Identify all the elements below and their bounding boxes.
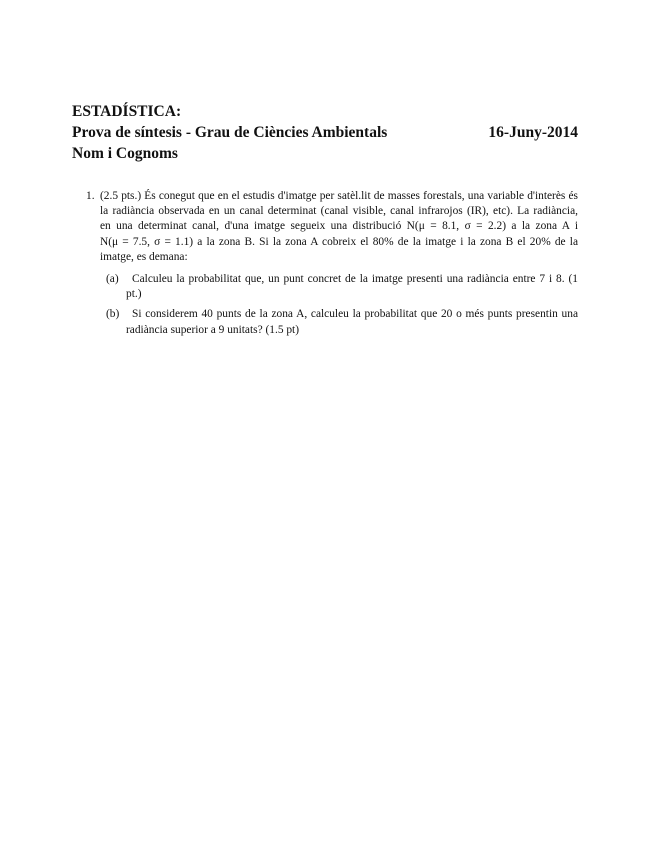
part-b-line: Si considerem 40 punts de la zona A, calculeu la probabilitat que 20 o més punts presentin una: [132, 308, 578, 321]
exam-title: Prova de síntesis - Grau de Ciències Ambientals: [72, 124, 388, 141]
part-a-line: pt.): [126, 288, 142, 301]
part-b-label: (b): [106, 308, 120, 321]
problem-line: [86, 204, 578, 219]
exam-date: 16-Juny-2014: [488, 124, 578, 141]
problem-line: [86, 235, 578, 250]
part-b: [86, 307, 578, 322]
problem-line: [86, 219, 578, 234]
header-title-row: [72, 122, 578, 143]
problem-number: 1.: [86, 190, 95, 202]
problem-line: [86, 250, 578, 265]
part-a-line: Calculeu la probabilitat que, un punt concret de la imatge presenti una radiància entre 7 i 8. (1: [132, 273, 578, 286]
problem-statement-line: la radiància observada en un canal determinat (canal visible, canal infrarojos (IR), etc). La radiància,: [100, 205, 578, 218]
problem-parts: [86, 272, 578, 338]
part-b-line: radiància superior a 9 unitats? (1.5 pt): [126, 323, 300, 336]
part-a-continuation: [86, 287, 578, 302]
part-a-label: (a): [106, 273, 119, 286]
course-title: ESTADÍSTICA:: [72, 103, 182, 120]
problem-statement-line: (2.5 pts.) És conegut que en el estudis d'imatge per satèl.lit de masses forestals, una variable d'interès és: [100, 190, 578, 202]
name-label: Nom i Cognoms: [72, 145, 178, 162]
problem-statement-line: en una determinat canal, d'una imatge segueix una distribució N(μ = 8.1, σ = 2.2) a la zona A i: [100, 220, 578, 233]
problem-line: [86, 189, 578, 204]
part-a: [86, 272, 578, 287]
problem-statement-line: imatge, es demana:: [100, 250, 188, 263]
header-name-row: [72, 143, 578, 164]
header-course-row: [72, 101, 578, 122]
exam-header: [72, 101, 578, 164]
problem-1: [86, 189, 578, 338]
part-b-continuation: [86, 323, 578, 338]
problem-statement-line: N(μ = 7.5, σ = 1.1) a la zona B. Si la zona A cobreix el 80% de la imatge i la zona B el 20% de la: [100, 235, 578, 248]
